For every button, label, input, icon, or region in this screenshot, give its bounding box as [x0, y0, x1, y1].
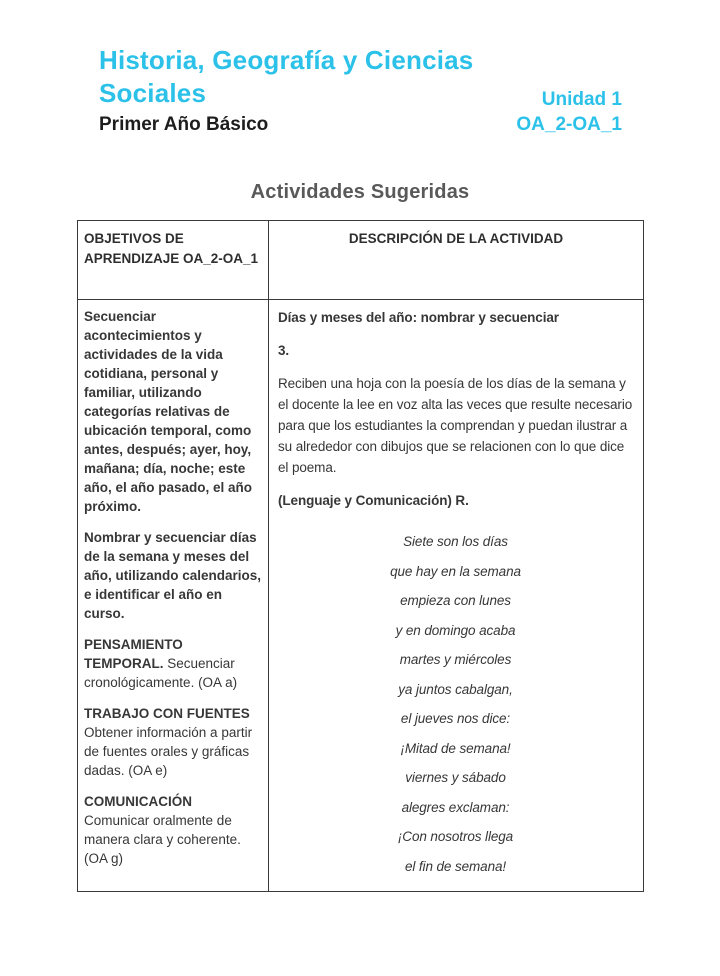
poem-line: Siete son los días	[403, 534, 508, 549]
objectives-cell	[78, 300, 269, 892]
poem-line: empieza con lunes	[400, 593, 511, 608]
poem	[278, 527, 633, 881]
poem-line: ¡Mitad de semana!	[400, 740, 511, 756]
objective-heading: PENSAMIENTO TEMPORAL.	[84, 637, 183, 671]
objective-text: Secuenciar acontecimientos y actividades de la vida cotidiana, personal y familiar, utilizando categorías relativas de ubicación temporal, como antes, después; ayer, hoy, mañana; día, noche; este año, el año pasado, el año próximo.	[84, 309, 253, 514]
unit-label: Unidad 1	[541, 89, 622, 110]
poem-line: martes y miércoles	[399, 652, 512, 667]
activity-title: Días y meses del año: nombrar y secuenciar	[278, 310, 559, 325]
grade-level: Primer Año Básico	[99, 114, 269, 135]
objectives-column-header: OBJETIVOS DE APRENDIZAJE OA_2-OA_1	[78, 221, 269, 300]
table-header-row	[78, 221, 644, 300]
objective-paragraph	[84, 528, 262, 623]
objective-paragraph	[84, 792, 262, 868]
poem-line: ¡Con nosotros llega	[397, 829, 514, 844]
objective-paragraph	[84, 307, 262, 516]
objective-paragraph	[84, 704, 262, 780]
document-page	[0, 44, 720, 976]
objective-text: Secuenciar cronológicamente. (OA a)	[84, 656, 238, 690]
objective-heading: COMUNICACIÓN	[84, 794, 192, 809]
poem-line: y en domingo acaba	[395, 622, 516, 638]
activity-description: Reciben una hoja con la poesía de los días de la semana y el docente la lee en voz alta las veces que resulte necesario para que los estudiantes la comprendan y puedan ilustrar a su alrededor con dibujos que se relacionen con lo que dice el poema.	[278, 376, 633, 475]
poem-line: el jueves nos dice:	[400, 711, 511, 726]
activities-table	[77, 220, 644, 892]
document-header	[99, 44, 622, 137]
oa-code: OA_2-OA_1	[516, 114, 622, 135]
objective-heading: TRABAJO CON FUENTES	[84, 706, 250, 721]
poem-line: ya juntos cabalgan,	[398, 681, 513, 697]
poem-line: viernes y sábado	[405, 770, 506, 785]
objective-text: Obtener información a partir de fuentes orales y gráficas dadas. (OA e)	[84, 725, 253, 778]
section-title: Actividades Sugeridas	[250, 181, 470, 203]
activity-number: 3.	[278, 343, 290, 358]
activity-cell	[269, 300, 644, 892]
header-right	[516, 87, 622, 137]
objective-text: Nombrar y secuenciar días de la semana y meses del año, utilizando calendarios, e identificar el año en curso.	[84, 530, 262, 621]
objective-paragraph	[84, 635, 262, 692]
table-body-row	[78, 300, 644, 892]
activity-subject-tag: (Lenguaje y Comunicación) R.	[278, 493, 469, 508]
poem-line: que hay en la semana	[390, 563, 521, 579]
course-title: Historia, Geografía y Ciencias Sociales	[99, 45, 474, 108]
description-column-header: DESCRIPCIÓN DE LA ACTIVIDAD	[269, 221, 644, 300]
header-left	[99, 44, 516, 137]
poem-line: alegres exclaman:	[401, 799, 510, 815]
objective-text: Comunicar oralmente de manera clara y coherente. (OA g)	[84, 813, 241, 866]
poem-line: el fin de semana!	[404, 858, 507, 874]
